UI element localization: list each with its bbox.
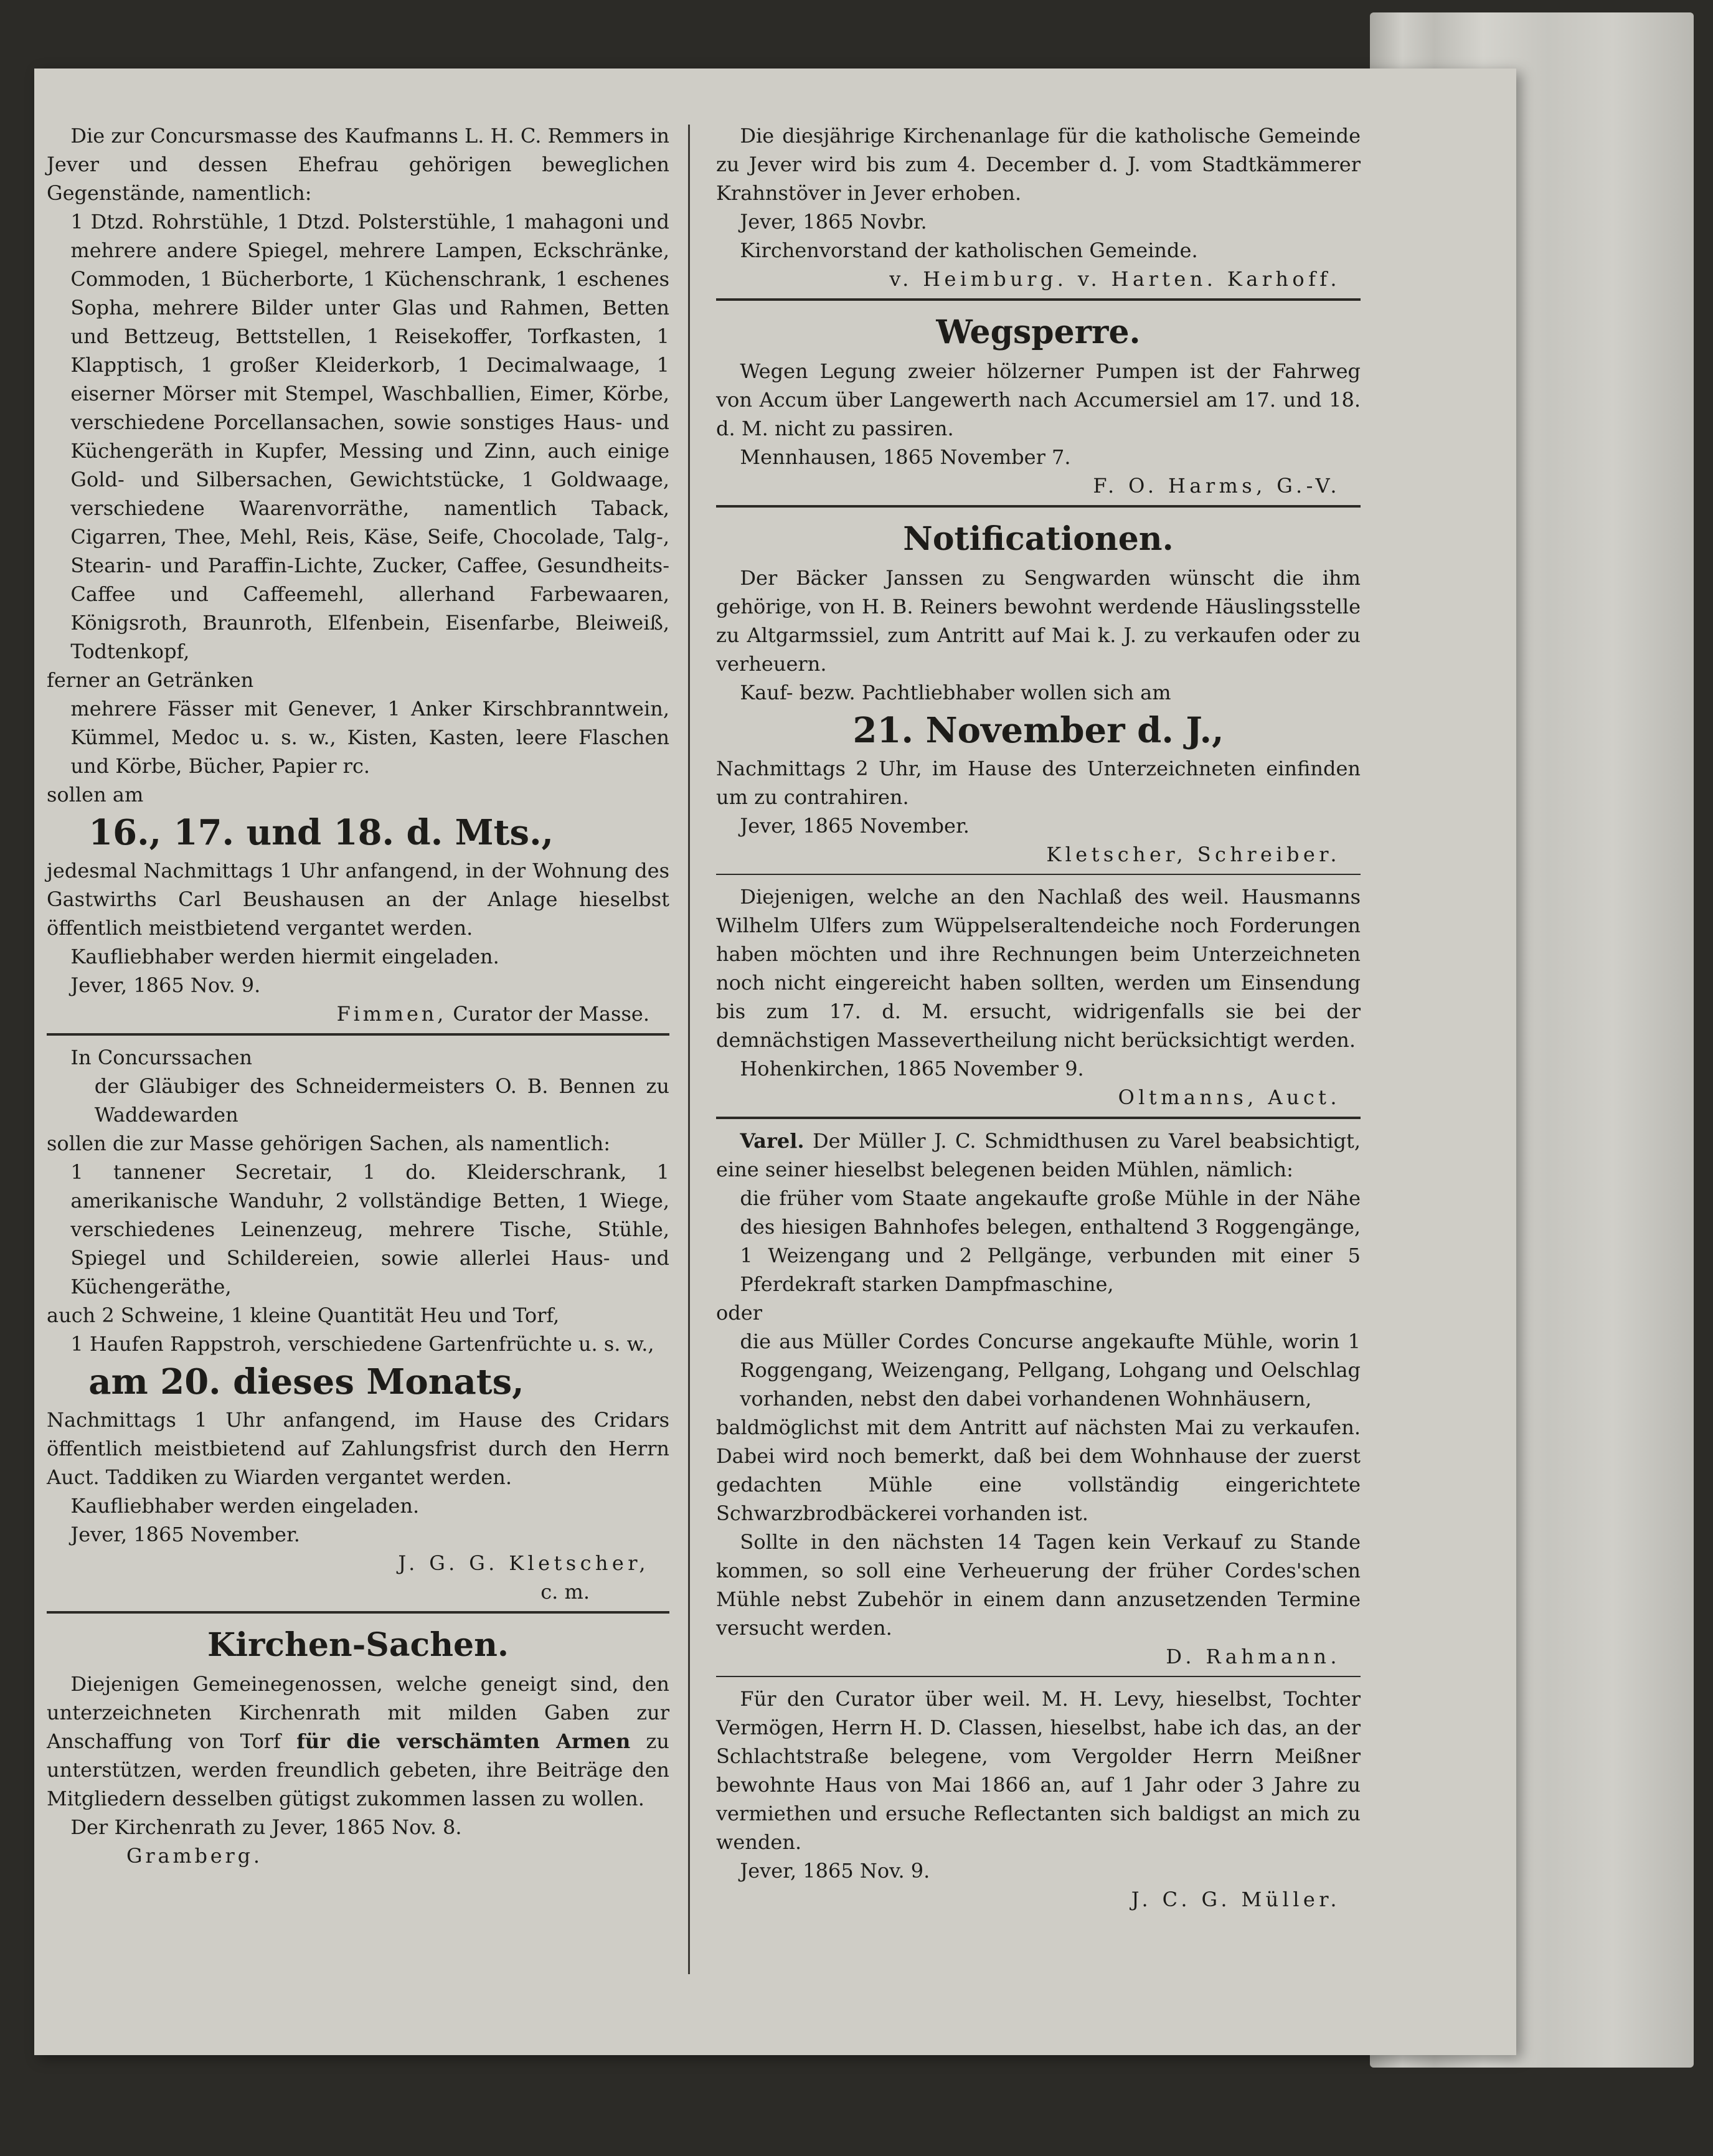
notice-body: Diejenigen, welche an den Nachlaß des weil. Hausmanns Wilhelm Ulfers zum Wüppelseraltendeiche noch Forderungen haben möchten und ihre Rechnungen beim Unterzeichneten noch nicht eingereicht haben sollten, werden um Einsendung bis zum 17. d. M. ersucht, widrigenfalls sie bei der demnächstigen Massevertheilung nicht berücksichtigt werden.: [716, 885, 1361, 1052]
notice-lead: Varel.: [740, 1129, 805, 1153]
body-emphasis: für die verschämten Armen: [296, 1729, 631, 1753]
notice-after: Nachmittags 2 Uhr, im Hause des Unterzeichneten einfinden um zu contrahiren.: [716, 757, 1361, 809]
notice-buyers: Kaufliebhaber werden hiermit eingeladen.: [70, 945, 499, 968]
notice-body: Die diesjährige Kirchenanlage für die katholische Gemeinde zu Jever wird bis zum 4. December d. J. vom Stadtkämmerer Krahnstöver in Jever erhoben.: [716, 124, 1361, 205]
notice-place-date: Mennhausen, 1865 November 7.: [740, 445, 1071, 469]
notice-place-date: Jever, 1865 November.: [70, 1523, 300, 1546]
notice-place-date: Jever, 1865 Novbr.: [740, 210, 927, 234]
notice-body: Der Bäcker Janssen zu Sengwarden wünscht die ihm gehörige, von H. B. Reiners bewohnt werdende Häuslingsstelle zu Altgarmssiel, zum Antritt auf Mai k. J. zu verkaufen oder zu verheuern.: [716, 566, 1361, 676]
section-divider: [716, 1117, 1361, 1119]
notice-line3: sollen die zur Masse gehörigen Sachen, als namentlich:: [47, 1132, 611, 1155]
notice-option1: die früher vom Staate angekaufte große Mühle in der Nähe des hiesigen Bahnhofes belegen, enthaltend 3 Roggengänge, 1 Weizengang und 2 Pellgänge, verbunden mit einer 5 Pferdekraft starken Dampfmaschine,: [740, 1186, 1361, 1296]
notice-drinks: mehrere Fässer mit Genever, 1 Anker Kirschbranntwein, Kümmel, Medoc u. s. w., Kisten, Kasten, leere Flaschen und Körbe, Bücher, Papier rc.: [70, 697, 669, 778]
notice-notificationen: [716, 515, 1361, 869]
right-column: [716, 121, 1361, 1914]
notice-concurs-remmers: [47, 121, 669, 1028]
notice-also2: 1 Haufen Rappstroh, verschiedene Gartenfrüchte u. s. w.,: [70, 1332, 654, 1356]
notice-org: Kirchenvorstand der katholischen Gemeinde.: [740, 239, 1198, 262]
notice-kirchenanlage: [716, 121, 1361, 293]
notice-nachlass-ulfers: [716, 882, 1361, 1112]
notice-date: 16., 17. und 18. d. Mts.,: [88, 812, 554, 853]
notice-body: Für den Curator über weil. M. H. Levy, hieselbst, Tochter Vermögen, Herrn H. D. Classen, hieselbst, habe ich das, an der Schlachtstraße belegene, vom Vergolder Herrn Meißner bewohnte Haus von Mai 1866 an, auf 1 Jahr oder 3 Jahre zu vermiethen und ersuche Reflectanten sich baldigst an mich zu wenden.: [716, 1687, 1361, 1854]
section-divider: [716, 1676, 1361, 1677]
notice-wegsperre: [716, 308, 1361, 500]
notice-body: [47, 1670, 669, 1813]
notice-signature: J. C. G. Müller.: [1131, 1888, 1341, 1911]
notice-intro: [716, 1127, 1361, 1184]
section-heading: Wegsperre.: [936, 313, 1141, 351]
notice-signature: D. Rahmann.: [1166, 1645, 1341, 1668]
notice-date: am 20. dieses Monats,: [88, 1361, 524, 1402]
notice-body: jedesmal Nachmittags 1 Uhr anfangend, in der Wohnung des Gastwirths Carl Beushausen an der Anlage hieselbst öffentlich meistbietend vergantet werden.: [47, 859, 669, 940]
notice-option2: die aus Müller Cordes Concurse angekaufte Mühle, worin 1 Roggengang, Weizengang, Pellgang, Lohgang und Oelschlag vorhanden, nebst den dabei vorhandenen Wohnhäusern,: [740, 1330, 1361, 1411]
notice-intro: Die zur Concursmasse des Kaufmanns L. H. C. Remmers in Jever und dessen Ehefrau gehörigen beweglichen Gegenstände, namentlich:: [47, 124, 669, 205]
column-divider: [688, 125, 690, 1974]
signature-role: Curator der Masse.: [453, 1002, 649, 1026]
notice-intro-text: Der Müller J. C. Schmidthusen zu Varel beabsichtigt, eine seiner hieselbst belegenen beiden Mühlen, nämlich:: [716, 1129, 1361, 1181]
notice-place-date: Jever, 1865 Nov. 9.: [70, 973, 261, 997]
notice-signature: [47, 1000, 669, 1028]
notice-signatures: v. Heimburg. v. Harten. Karhoff.: [889, 267, 1341, 291]
notice-place-date: Jever, 1865 November.: [740, 814, 970, 838]
notice-drinks-label: ferner an Getränken: [47, 668, 254, 692]
section-divider: [47, 1033, 669, 1036]
notice-concurs-bennen: [47, 1043, 669, 1606]
section-heading: Notificationen.: [903, 520, 1174, 558]
notice-oder: oder: [716, 1301, 762, 1325]
notice-signature: F. O. Harms, G.-V.: [1093, 474, 1341, 498]
notice-place-date: Hohenkirchen, 1865 November 9.: [740, 1057, 1084, 1080]
notice-line1: In Concurssachen: [70, 1046, 252, 1069]
notice-signature: Gramberg.: [126, 1844, 263, 1868]
notice-signature-role: c. m.: [540, 1580, 590, 1604]
notice-buyers: Kauf- bezw. Pachtliebhaber wollen sich am: [740, 681, 1171, 704]
notice-body2: Sollte in den nächsten 14 Tagen kein Verkauf zu Stande kommen, so soll eine Verheuerung der früher Cordes'schen Mühle nebst Zubehör in einem dann anzusetzenden Termine versucht werden.: [716, 1530, 1361, 1640]
notice-items: 1 tannener Secretair, 1 do. Kleiderschrank, 1 amerikanische Wanduhr, 2 vollständige Betten, 1 Wiege, verschiedenes Leinenzeug, mehrere Tische, Stühle, Spiegel und Schildereien, sowie allerlei Haus- und Küchengeräthe,: [70, 1160, 669, 1298]
notice-also: auch 2 Schweine, 1 kleine Quantität Heu und Torf,: [47, 1303, 560, 1327]
notice-varel-muehle: [716, 1127, 1361, 1671]
notice-place-date: Jever, 1865 Nov. 9.: [740, 1859, 930, 1883]
notice-buyers: Kaufliebhaber werden eingeladen.: [70, 1494, 420, 1518]
notice-vermietung: [716, 1685, 1361, 1914]
newspaper-page: [34, 69, 1516, 2055]
notice-body: Nachmittags 1 Uhr anfangend, im Hause des Cridars öffentlich meistbietend auf Zahlungsfrist durch den Herrn Auct. Taddiken zu Wiarden vergantet werden.: [47, 1408, 669, 1489]
section-divider: [716, 874, 1361, 875]
notice-kirchen-sachen: [47, 1621, 669, 1870]
notice-date: 21. November d. J.,: [852, 710, 1224, 751]
notice-sollen: sollen am: [47, 783, 144, 806]
body-part: zu unterstützen, werden freundlich gebeten, ihre Beiträge den Mitgliedern desselben gütigst zukommen lassen zu wollen.: [47, 1729, 670, 1810]
notice-place-date: Der Kirchenrath zu Jever, 1865 Nov. 8.: [70, 1815, 462, 1839]
signature-name: Fimmen,: [336, 1002, 447, 1026]
notice-signature: J. G. G. Kletscher,: [398, 1551, 649, 1575]
notice-items: 1 Dtzd. Rohrstühle, 1 Dtzd. Polsterstühle, 1 mahagoni und mehrere andere Spiegel, mehrere Lampen, Eckschränke, Commoden, 1 Bücherborte, 1 Küchenschrank, 1 eschenes Sopha, mehrere Bilder unter Glas und Rahmen, Betten und Bettzeug, Bettstellen, 1 Reisekoffer, Torfkasten, 1 Klapptisch, 1 großer Kleiderkorb, 1 Decimalwaage, 1 eiserner Mörser mit Stempel, Waschballien, Eimer, Körbe, verschiedene Porcellansachen, sowie sonstiges Haus- und Küchengeräth in Kupfer, Messing und Zinn, auch einige Gold- und Silbersachen, Gewichtstücke, 1 Goldwaage, verschiedene Waarenvorräthe, namentlich Taback, Cigarren, Thee, Mehl, Reis, Käse, Seife, Chocolade, Talg-, Stearin- und Paraffin-Lichte, Zucker, Caffee, Gesundheits-Caffee und Caffeemehl, allerhand Farbewaaren, Königsroth, Braunroth, Elfenbein, Eisenfarbe, Bleiweiß, Todtenkopf,: [70, 210, 669, 663]
notice-body: Wegen Legung zweier hölzerner Pumpen ist der Fahrweg von Accum über Langewerth nach Accumersiel am 17. und 18. d. M. nicht zu passiren.: [716, 359, 1361, 440]
notice-line2: der Gläubiger des Schneidermeisters O. B. Bennen zu Waddewarden: [94, 1074, 669, 1127]
left-column: [47, 121, 669, 1870]
notice-body: baldmöglichst mit dem Antritt auf nächsten Mai zu verkaufen. Dabei wird noch bemerkt, daß bei dem Wohnhause der zuerst gedachten Mühle eine vollständig eingerichtete Schwarzbrodbäckerei vorhanden ist.: [716, 1416, 1361, 1525]
notice-signature: Kletscher, Schreiber.: [1046, 843, 1341, 866]
section-divider: [47, 1611, 669, 1614]
body-part: Diejenigen Gemeinegenossen, welche geneigt sind, den unterzeichneten Kirchenrath mit milden Gaben zur Anschaffung von Torf: [47, 1672, 669, 1753]
section-divider: [716, 298, 1361, 301]
notice-signature: Oltmanns, Auct.: [1118, 1085, 1341, 1109]
section-divider: [716, 505, 1361, 508]
section-heading: Kirchen-Sachen.: [207, 1626, 509, 1664]
